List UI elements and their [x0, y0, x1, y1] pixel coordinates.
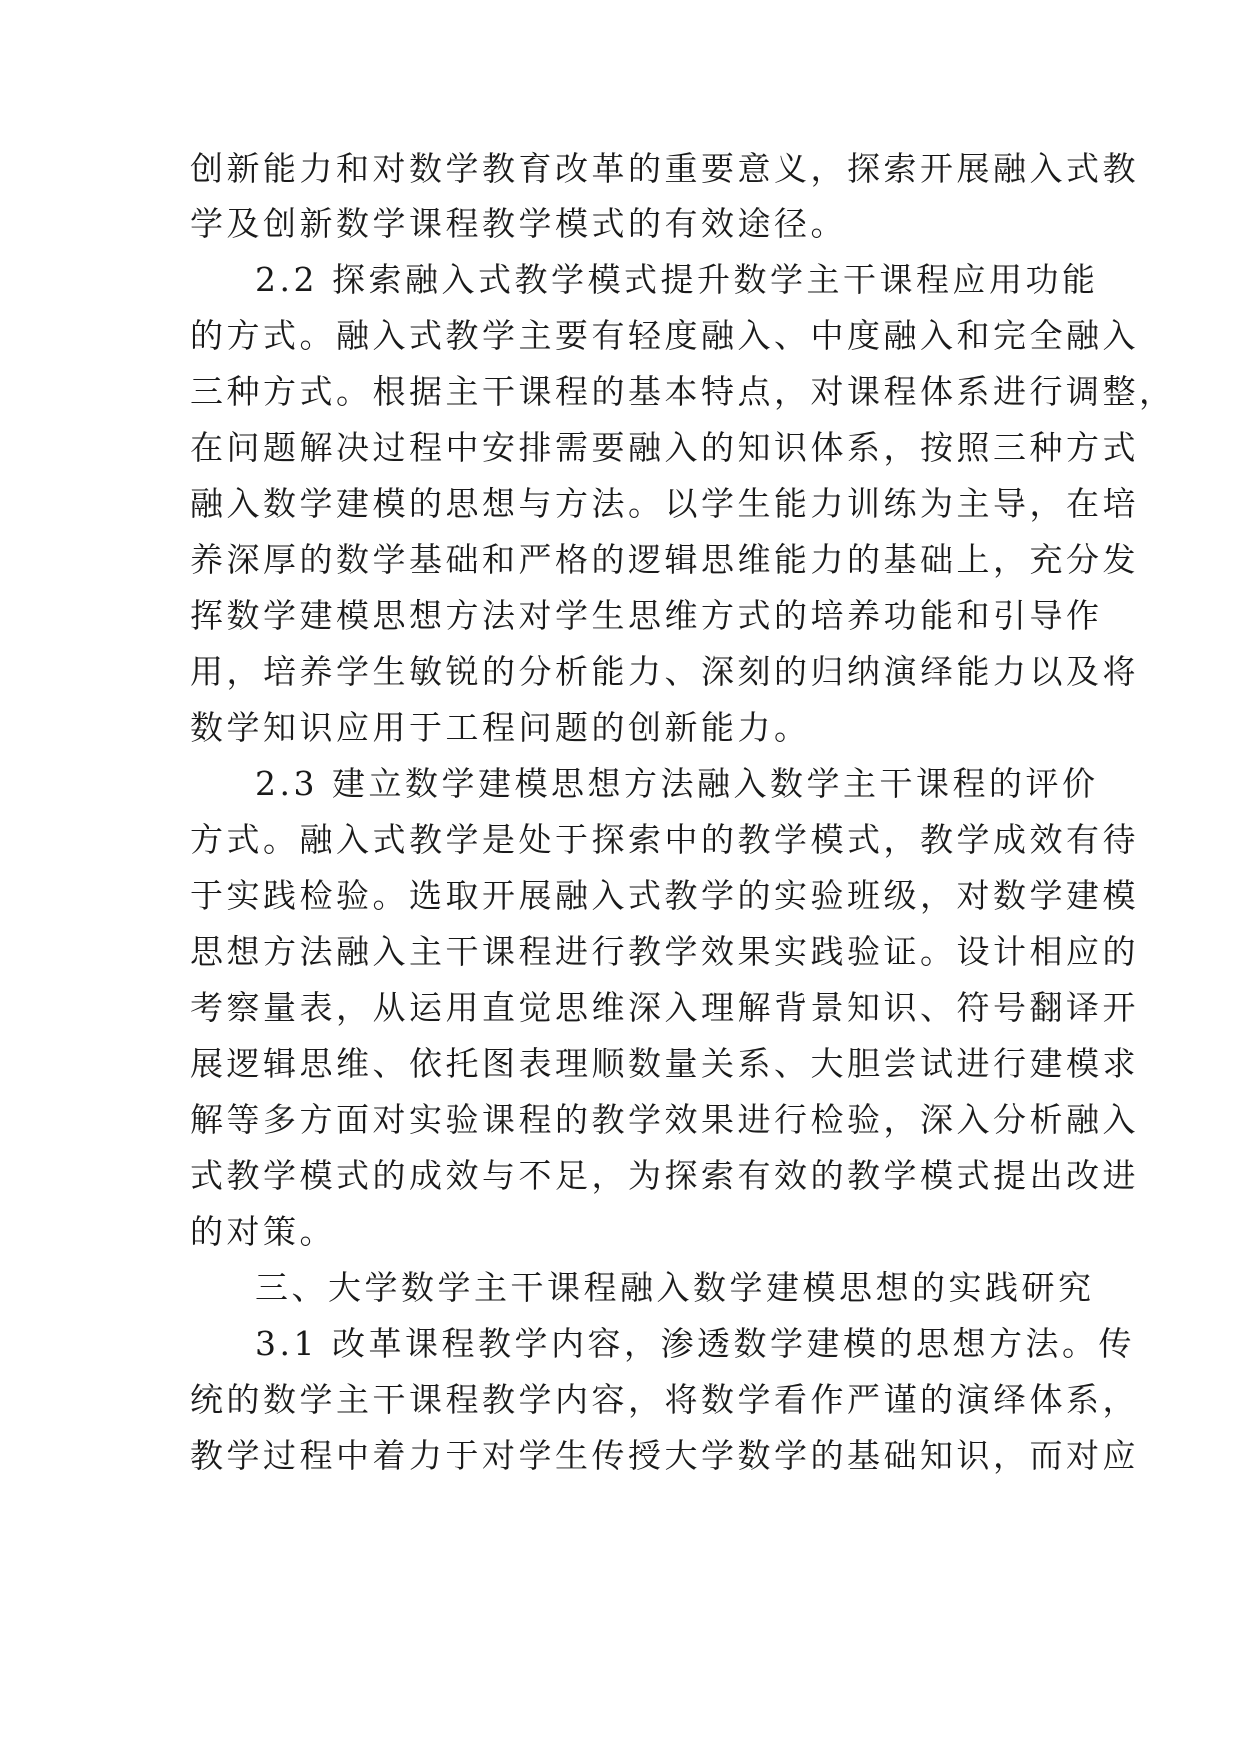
- text-line: 创新能力和对数学教育改革的重要意义，探索开展融入式教: [190, 149, 1139, 188]
- text-line: 三种方式。根据主干课程的基本特点，对课程体系进行调整，: [190, 372, 1176, 411]
- section-2-2-heading-line: 2.2 探索融入式教学模式提升数学主干课程应用功能: [255, 260, 1099, 299]
- text-line: 教学过程中着力于对学生传授大学数学的基础知识，而对应: [190, 1436, 1139, 1475]
- section-3-1-heading-line: 3.1 改革课程教学内容，渗透数学建模的思想方法。传: [255, 1324, 1135, 1363]
- text-line: 的方式。融入式教学主要有轻度融入、中度融入和完全融入: [190, 316, 1139, 355]
- text-line: 思想方法融入主干课程进行教学效果实践验证。设计相应的: [190, 932, 1139, 971]
- text-line: 融入数学建模的思想与方法。以学生能力训练为主导，在培: [190, 484, 1139, 523]
- section-2-3-heading-line: 2.3 建立数学建模思想方法融入数学主干课程的评价: [255, 764, 1099, 803]
- text-line: 式教学模式的成效与不足，为探索有效的教学模式提出改进: [190, 1156, 1139, 1195]
- text-line: 挥数学建模思想方法对学生思维方式的培养功能和引导作: [190, 596, 1103, 635]
- text-line: 数学知识应用于工程问题的创新能力。: [190, 708, 811, 747]
- text-line: 解等多方面对实验课程的教学效果进行检验，深入分析融入: [190, 1100, 1139, 1139]
- text-line: 在问题解决过程中安排需要融入的知识体系，按照三种方式: [190, 428, 1139, 467]
- text-line: 养深厚的数学基础和严格的逻辑思维能力的基础上，充分发: [190, 540, 1139, 579]
- text-line: 考察量表，从运用直觉思维深入理解背景知识、符号翻译开: [190, 988, 1139, 1027]
- text-line: 统的数学主干课程教学内容，将数学看作严谨的演绎体系，: [190, 1380, 1139, 1419]
- text-line: 方式。融入式教学是处于探索中的教学模式，教学成效有待: [190, 820, 1139, 859]
- text-line: 的对策。: [190, 1212, 336, 1251]
- text-line: 展逻辑思维、依托图表理顺数量关系、大胆尝试进行建模求: [190, 1044, 1139, 1083]
- text-line: 于实践检验。选取开展融入式教学的实验班级，对数学建模: [190, 876, 1139, 915]
- text-line: 学及创新数学课程教学模式的有效途径。: [190, 204, 847, 243]
- section-3-heading: 三、大学数学主干课程融入数学建模思想的实践研究: [255, 1268, 1095, 1307]
- text-line: 用，培养学生敏锐的分析能力、深刻的归纳演绎能力以及将: [190, 652, 1139, 691]
